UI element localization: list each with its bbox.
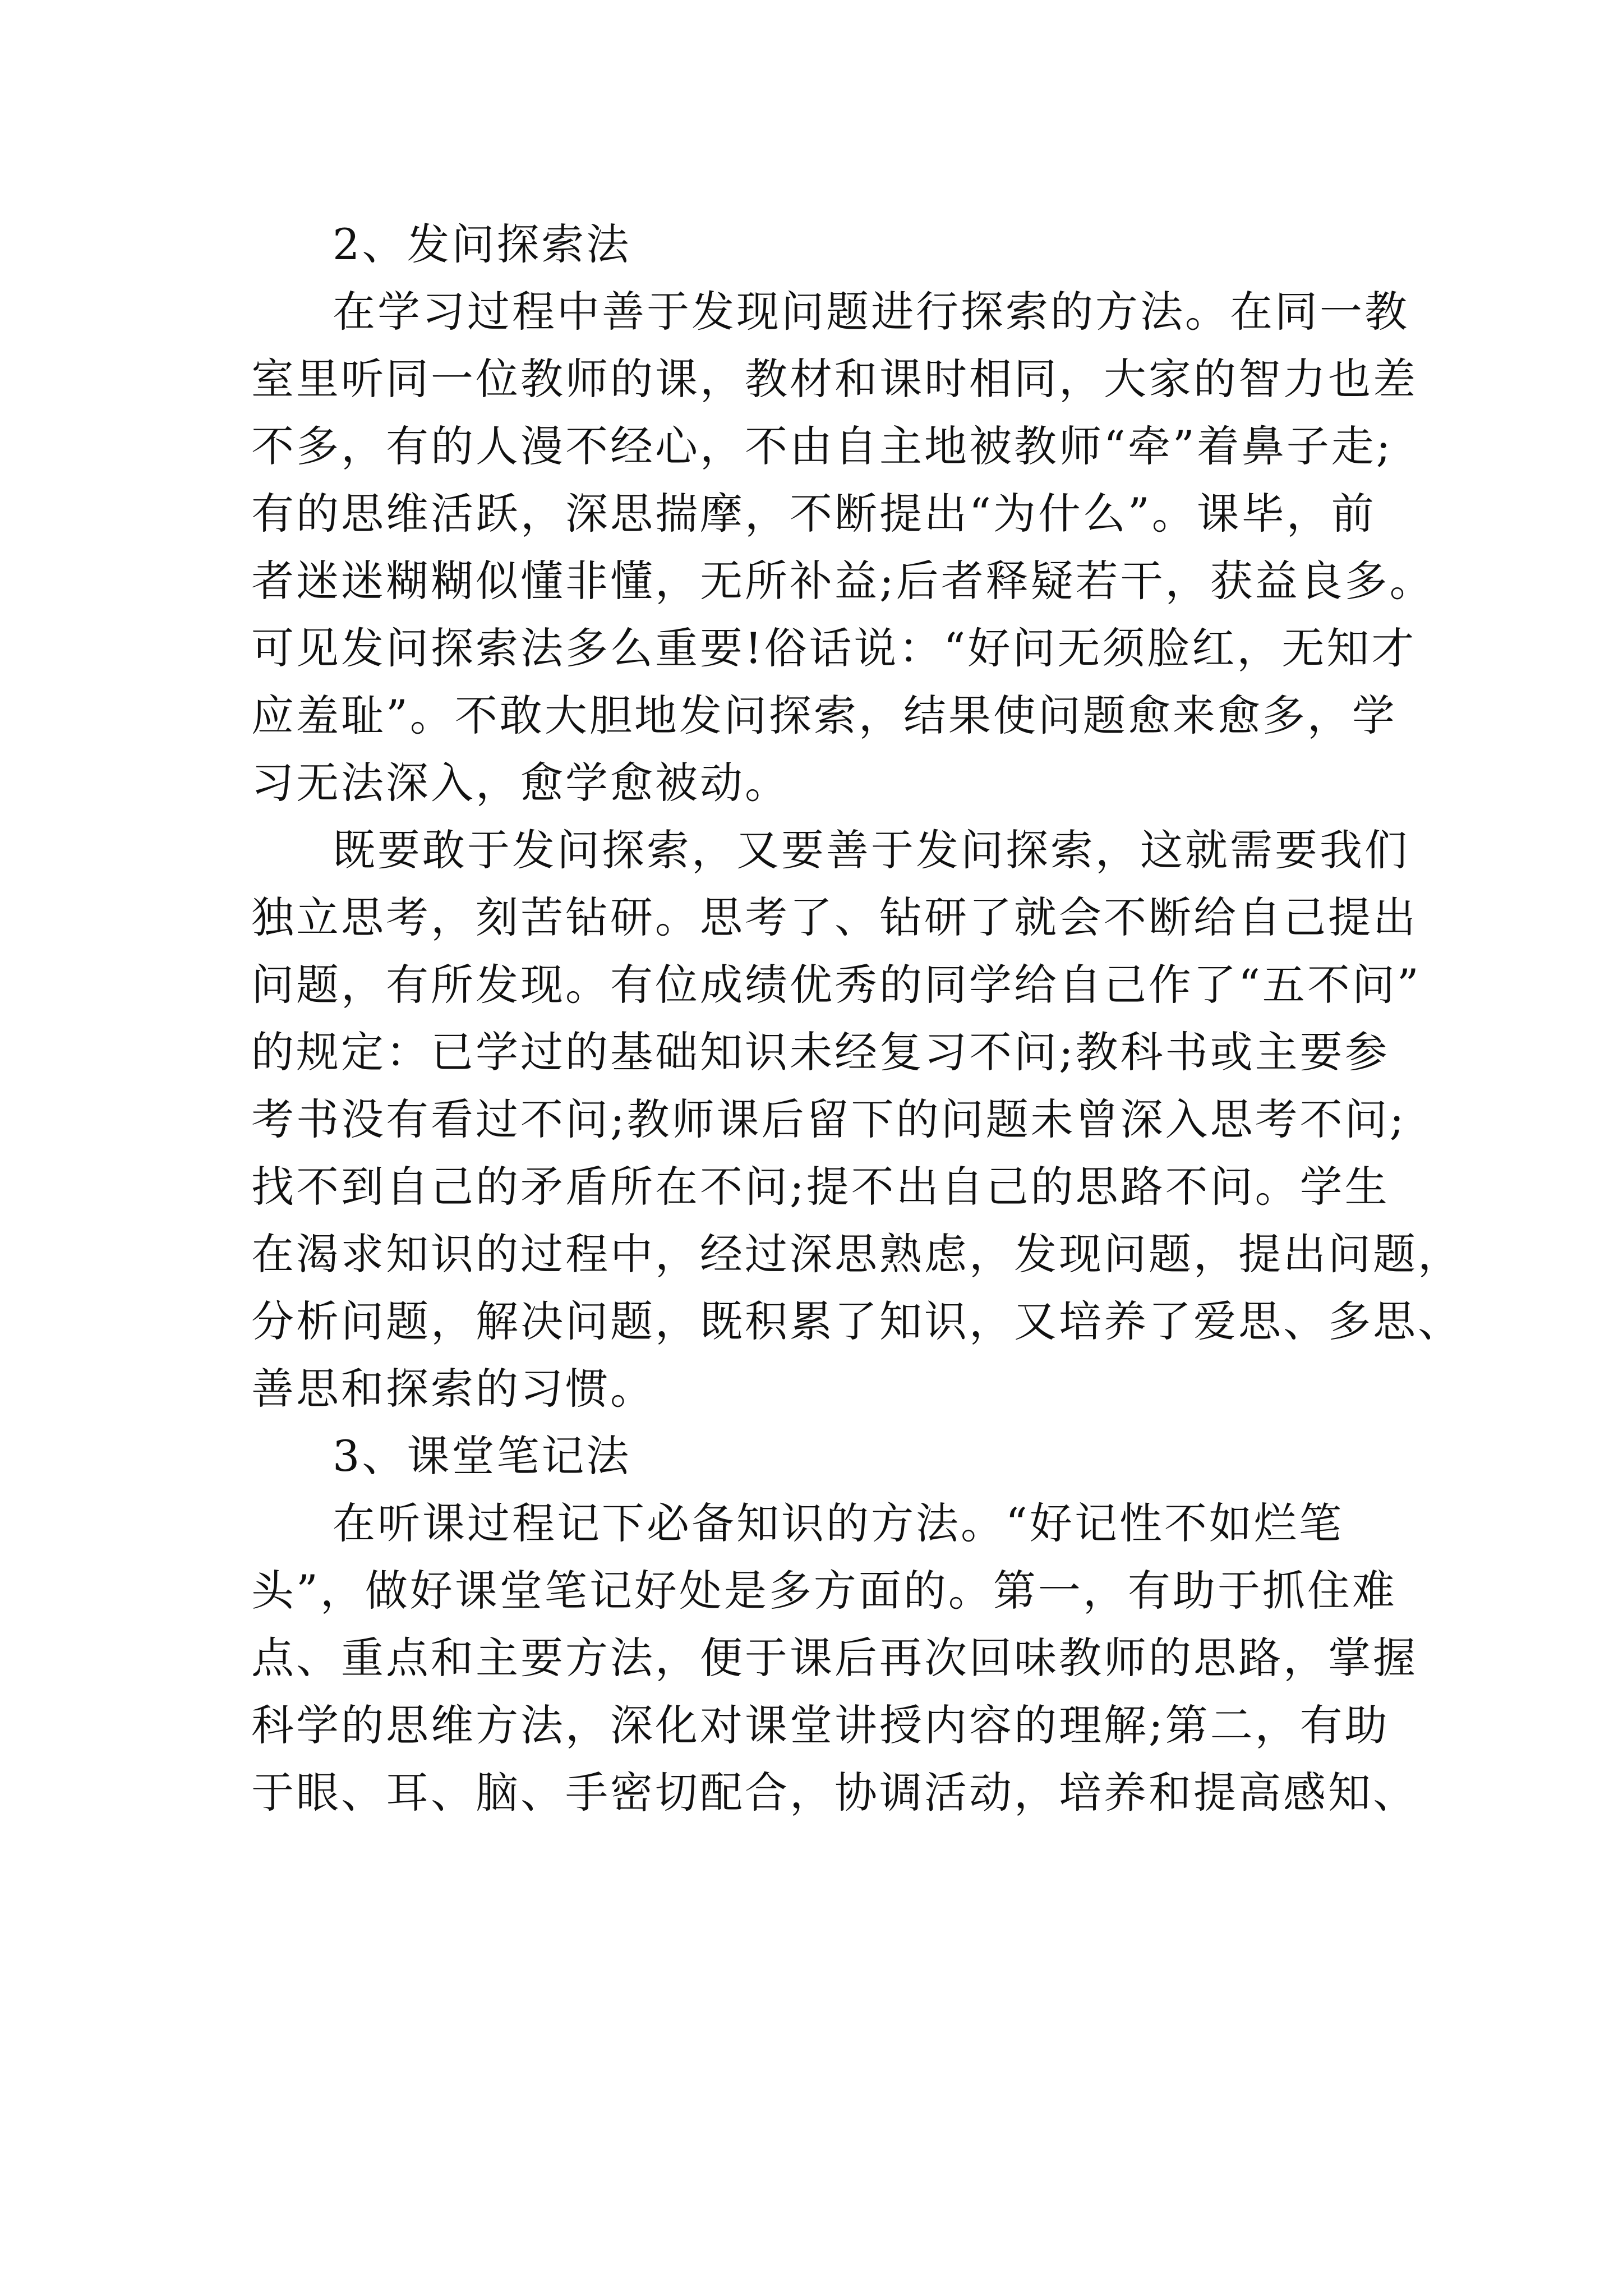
paragraph-line: 者迷迷糊糊似懂非懂，无所补益;后者释疑若干，获益良多。: [251, 556, 1435, 606]
paragraph-line: 在学习过程中善于发现问题进行探索的方法。在同一教: [333, 287, 1409, 337]
paragraph-line: 善思和探索的习惯。: [251, 1364, 655, 1414]
paragraph: [251, 817, 1463, 1423]
paragraph-line: 的规定：已学过的基础知识未经复习不问;教科书或主要参: [251, 1027, 1390, 1077]
paragraph-line: 可见发问探索法多么重要!俗话说：“好问无须脸红，无知才: [251, 623, 1417, 673]
paragraph-line: 既要敢于发问探索，又要善于发问探索，这就需要我们: [333, 825, 1409, 875]
paragraph-line: 习无法深入，愈学愈被动。: [251, 758, 790, 808]
paragraph-line: 于眼、耳、脑、手密切配合，协调活动，培养和提高感知、: [251, 1768, 1418, 1818]
paragraph-line: 考书没有看过不问;教师课后留下的问题未曾深入思考不问;: [251, 1094, 1407, 1144]
paragraph-line: 点、重点和主要方法，便于课后再次回味教师的思路，掌握: [251, 1633, 1418, 1683]
paragraph-line: 应羞耻”。不敢大胆地发问探索，结果使问题愈来愈多，学: [251, 691, 1397, 740]
paragraph: [251, 1490, 1418, 1826]
paragraph-line: 在渴求知识的过程中，经过深思熟虑，发现问题，提出问题，: [251, 1229, 1463, 1279]
paragraph-line: 有的思维活跃，深思揣摩，不断提出“为什么”。课毕，前: [251, 489, 1376, 539]
paragraph-line: 在听课过程记下必备知识的方法。“好记性不如烂笔: [333, 1498, 1344, 1548]
paragraph-line: 不多，有的人漫不经心，不由自主地被教师“牵”着鼻子走;: [251, 421, 1393, 471]
paragraph-line: 问题，有所发现。有位成绩优秀的同学给自己作了“五不问”: [251, 960, 1421, 1010]
paragraph-line: 科学的思维方法，深化对课堂讲授内容的理解;第二，有助: [251, 1700, 1390, 1750]
paragraph-line: 找不到自己的矛盾所在不问;提不出自己的思路不问。学生: [251, 1162, 1390, 1212]
section-heading: 3、课堂笔记法: [333, 1431, 631, 1481]
paragraph-line: 分析问题，解决问题，既积累了知识，又培养了爱思、多思、: [251, 1296, 1463, 1346]
paragraph-line: 室里听同一位教师的课，教材和课时相同，大家的智力也差: [251, 354, 1418, 404]
paragraph-line: 独立思考，刻苦钻研。思考了、钻研了就会不断给自己提出: [251, 892, 1418, 942]
paragraph: [251, 278, 1435, 817]
section-heading: 2、发问探索法: [333, 219, 631, 269]
document-page: [251, 211, 1463, 1826]
paragraph-line: 头”，做好课堂笔记好处是多方面的。第一，有助于抓住难: [251, 1566, 1397, 1616]
